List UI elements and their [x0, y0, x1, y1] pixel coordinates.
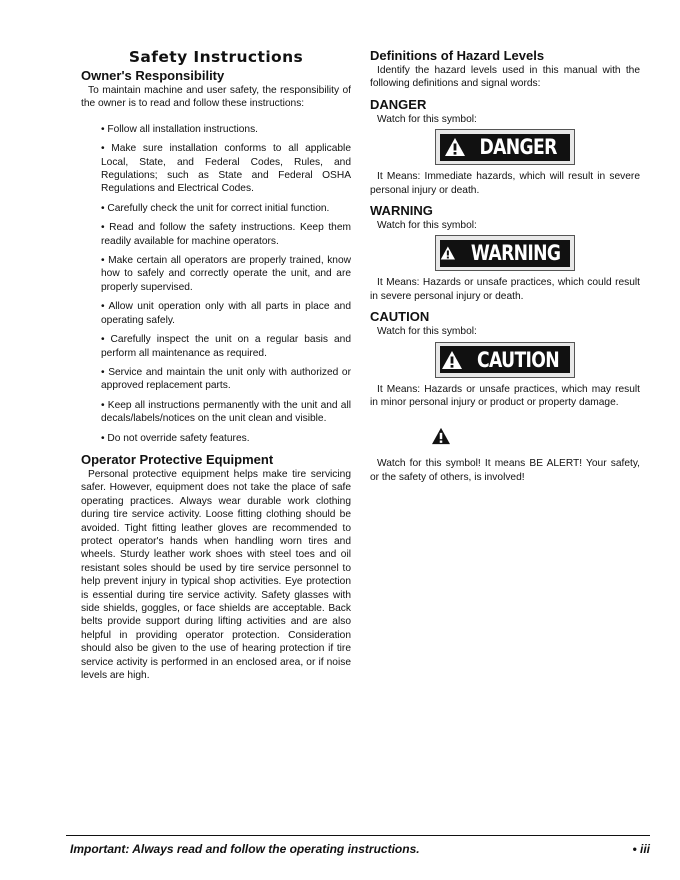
alert-triangle-icon	[444, 137, 466, 157]
warning-sign	[435, 235, 575, 271]
hazard-definitions-intro: Identify the hazard levels used in this manual with the following definitions and signal words:	[370, 65, 640, 90]
owner-bullet-list	[81, 123, 351, 445]
right-column	[370, 48, 640, 484]
list-item: • Make certain all operators are properly trained, know how to safely and correctly operate the unit, and are properly supervised.	[101, 255, 351, 293]
list-item: • Service and maintain the unit only with authorized or approved replacement parts.	[101, 366, 351, 392]
protective-equipment-text: Personal protective equipment helps make tire servicing safer. However, equipment does not take the place of safe operating practices. Always wear durable work clothing during tire service activity. Loose fitting clothing should be avoided. Tight fitting leather gloves are recommended to protect operator's hands when handling worn tires and wheels. Sturdy leather work shoes with steel toes and oil resistant soles should be used by tire service personnel to help prevent injury in typical shop activities. Eye protection is essential during tire service activity. Safety glasses with side shields, goggles, or face shields are acceptable. Back belts provide support during lifting activities and are also helpful in providing operator protection. Consideration should also be given to the use of hearing protection if tire service activity is performed in an enclosed area, or if noise levels are high.	[81, 468, 351, 682]
caution-watch-text: Watch for this symbol:	[377, 326, 477, 338]
caution-meaning: It Means: Hazards or unsafe practices, which may result in minor personal injury or product or property damage.	[370, 383, 640, 409]
list-item: • Make sure installation conforms to all applicable Local, State, and Federal Codes, Rules, and Regulations; such as State and Federal OSHA Regulations and Electrical Codes.	[101, 143, 351, 195]
page-number: • iii	[632, 842, 650, 856]
warning-heading: WARNING	[370, 203, 433, 219]
caution-sign	[435, 342, 575, 378]
left-column	[81, 48, 351, 682]
footer-note: Important: Always read and follow the operating instructions.	[70, 842, 420, 856]
protective-equipment-heading: Operator Protective Equipment	[81, 451, 274, 467]
owner-intro: To maintain machine and user safety, the responsibility of the owner is to read and follow these instructions:	[81, 85, 351, 110]
danger-heading: DANGER	[370, 96, 427, 112]
danger-sign	[435, 129, 575, 165]
danger-sign-word: DANGER	[479, 135, 558, 160]
footer-divider	[66, 835, 650, 836]
list-item: • Carefully inspect the unit on a regular basis and perform all maintenance as required.	[101, 334, 351, 359]
list-item: • Carefully check the unit for correct initial function.	[101, 202, 330, 214]
danger-meaning: It Means: Immediate hazards, which will result in severe personal injury or death.	[370, 171, 640, 196]
warning-sign-word: WARNING	[470, 241, 561, 266]
caution-sign-word: CAUTION	[477, 347, 560, 372]
list-item: • Allow unit operation only with all parts in place and operating safely.	[101, 301, 351, 326]
alert-triangle-icon	[441, 350, 463, 370]
list-item: • Keep all instructions permanently with the unit and all decals/labels/notices on the unit clean and visible.	[101, 399, 351, 425]
alert-triangle-icon	[431, 427, 451, 445]
list-item: • Do not override safety features.	[101, 432, 250, 444]
page-title: Safety Instructions	[128, 48, 304, 66]
owner-responsibility-heading: Owner's Responsibility	[81, 68, 225, 83]
hazard-definitions-heading: Definitions of Hazard Levels	[370, 48, 545, 63]
warning-watch-text: Watch for this symbol:	[377, 220, 477, 232]
warning-meaning: It Means: Hazards or unsafe practices, which could result in severe personal injury or death.	[370, 277, 640, 302]
alert-symbol-meaning: Watch for this symbol! It means BE ALERT! Your safety, or the safety of others, is involved!	[370, 458, 640, 483]
alert-triangle-icon	[440, 243, 456, 263]
danger-watch-text: Watch for this symbol:	[377, 113, 477, 125]
caution-heading: CAUTION	[370, 309, 430, 325]
list-item: • Follow all installation instructions.	[101, 123, 259, 135]
list-item: • Read and follow the safety instructions. Keep them readily available for machine operators.	[101, 222, 351, 247]
